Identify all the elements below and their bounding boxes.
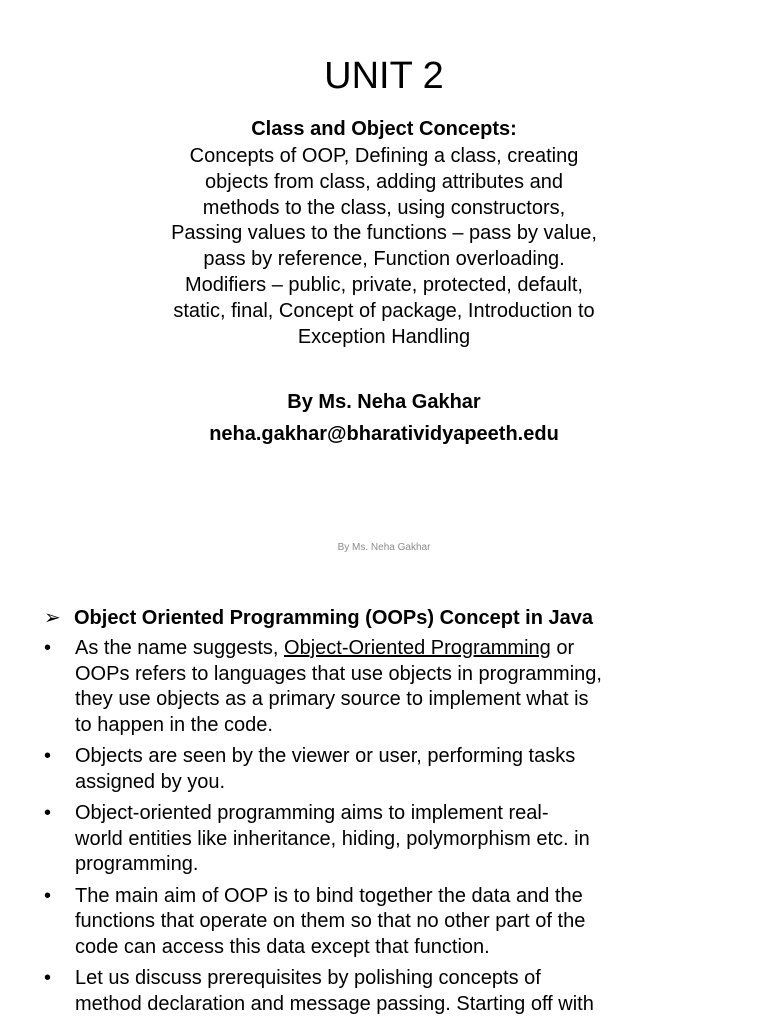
bullet-text: As the name suggests, <box>75 637 285 659</box>
bullet-dot-icon: • <box>44 637 52 659</box>
oop-link[interactable]: Object-Oriented Programming <box>284 637 551 659</box>
author-email: neha.gakhar@bharatividyapeeth.edu <box>209 423 559 445</box>
list-item <box>44 801 734 878</box>
bullet-list <box>44 636 734 1023</box>
bullet-text: Object-oriented programming aims to implement real- <box>75 802 549 824</box>
bullet-dot-icon: • <box>44 884 52 907</box>
bullet-text: OOPs refers to languages that use objects in programming, <box>75 662 602 685</box>
subtitle-line: Concepts of OOP, Defining a class, creating <box>189 145 579 167</box>
list-item <box>44 744 734 795</box>
arrow-bullet-icon: ➢ <box>44 607 61 629</box>
author-name: By Ms. Neha Gakhar <box>287 391 481 413</box>
section-heading-text: Object Oriented Programming (OOPs) Concept in Java <box>74 607 593 629</box>
subtitle-line: Modifiers – public, private, protected, default, <box>185 273 583 296</box>
list-item <box>44 884 734 961</box>
subtitle-line: Passing values to the functions – pass by value, <box>171 222 597 245</box>
bullet-text: programming. <box>75 853 199 875</box>
bullet-text: method declaration and message passing. Starting off with <box>75 992 594 1015</box>
section-heading <box>44 604 744 632</box>
bullet-text: world entities like inheritance, hiding, polymorphism etc. in <box>75 827 590 850</box>
subtitle-line: methods to the class, using constructors, <box>202 196 566 219</box>
bullet-text: functions that operate on them so that no other part of the <box>75 910 586 932</box>
subtitle-line: Exception Handling <box>297 325 471 348</box>
bullet-dot-icon: • <box>44 967 52 989</box>
slide-title: UNIT 2 <box>324 55 444 97</box>
subtitle-line: static, final, Concept of package, Introduction to <box>173 299 595 322</box>
list-item <box>44 636 734 738</box>
author-block <box>0 386 768 450</box>
subtitle-body <box>100 144 668 350</box>
bullet-dot-icon: • <box>44 745 52 767</box>
subtitle-line: pass by reference, Function overloading. <box>203 248 565 271</box>
slide-footer: By Ms. Neha Gakhar <box>337 542 431 553</box>
bullet-text: Objects are seen by the viewer or user, performing tasks <box>75 745 576 767</box>
bullet-dot-icon: • <box>44 802 52 824</box>
bullet-text: assigned by you. <box>75 770 226 793</box>
bullet-text: they use objects as a primary source to implement what is <box>75 688 589 710</box>
bullet-text: or <box>550 637 575 659</box>
bullet-text: Let us discuss prerequisites by polishing concepts of <box>75 967 541 989</box>
subtitle-block <box>100 114 668 350</box>
bullet-text: to happen in the code. <box>75 713 273 736</box>
slide-2 <box>0 576 768 1024</box>
subtitle-line: objects from class, adding attributes and <box>205 170 563 193</box>
bullet-text: code can access this data except that function. <box>75 935 490 958</box>
list-item <box>44 966 734 1017</box>
bullet-text: The main aim of OOP is to bind together the data and the <box>75 884 583 907</box>
subtitle-heading: Class and Object Concepts: <box>251 118 517 140</box>
